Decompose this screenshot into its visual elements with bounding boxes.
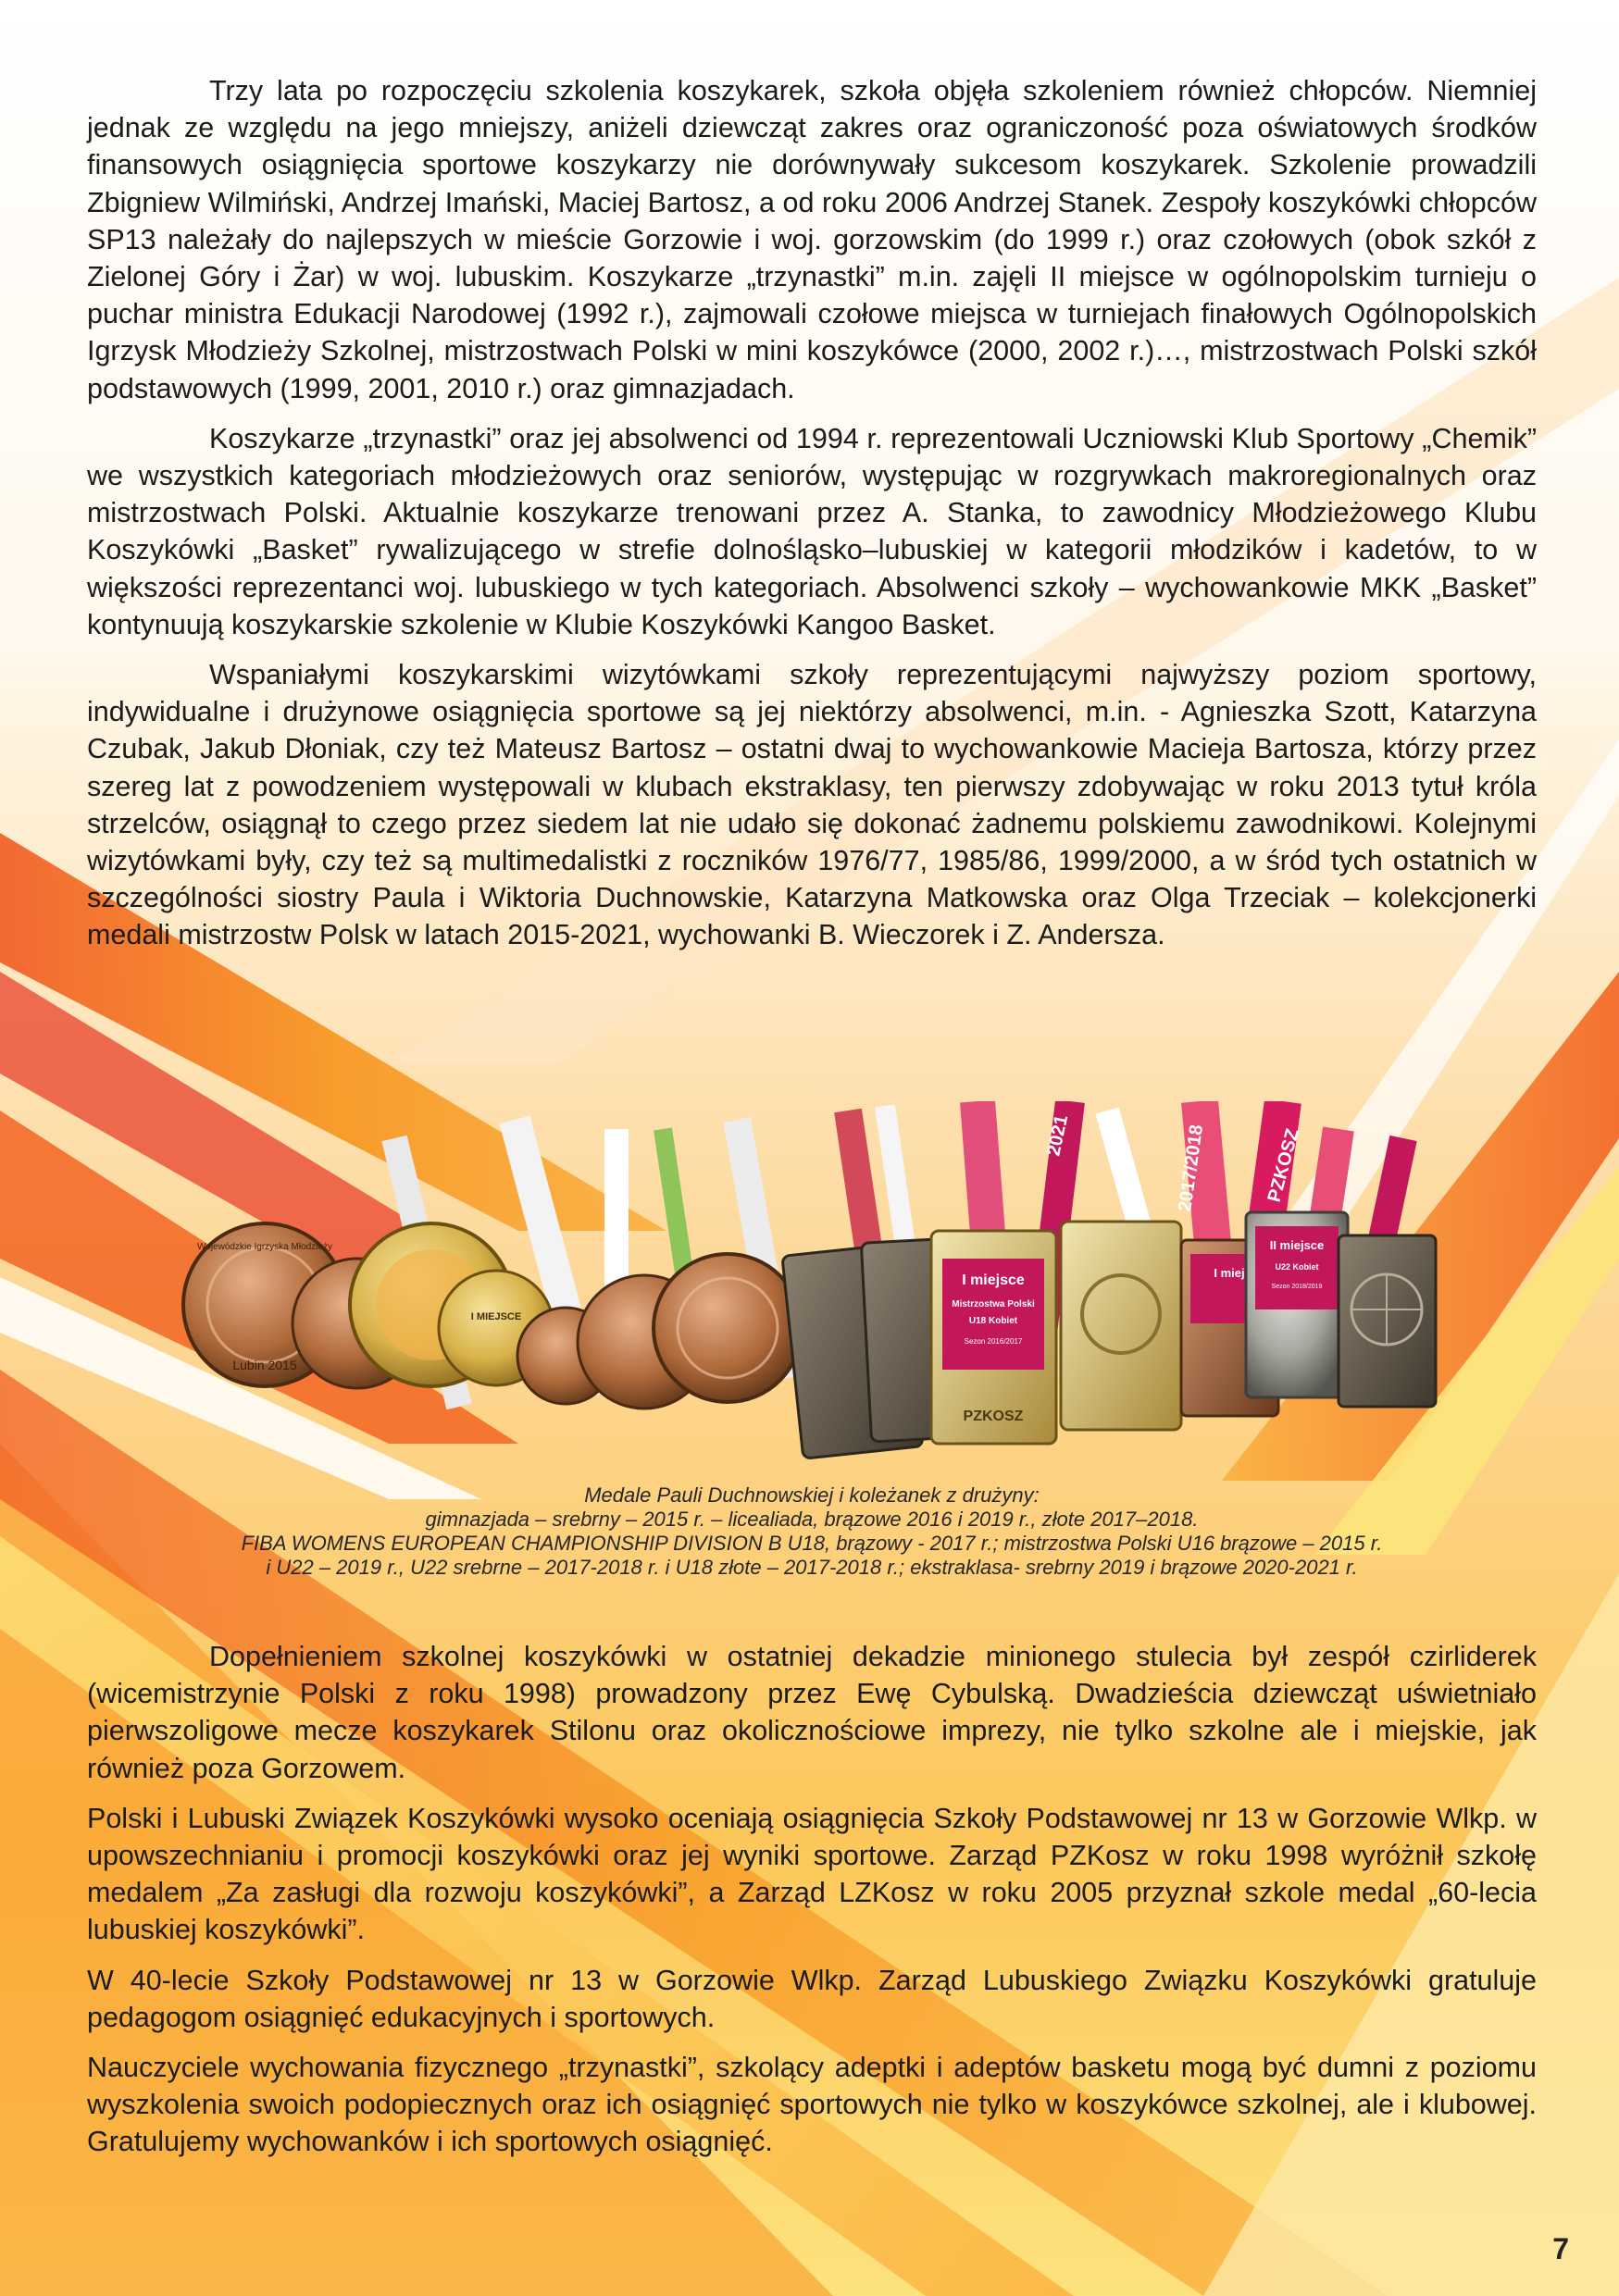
rectangular-medals (782, 1212, 1436, 1458)
photo-caption (87, 1483, 1537, 1580)
medal-text-category: U18 Kobiet (968, 1316, 1018, 1326)
caption-line-2: gimnazjada – srebrny – 2015 r. – licealiada, brązowe 2016 i 2019 r., złote 2017–2018. (425, 1508, 1199, 1531)
bottom-text-block (87, 1638, 1537, 2174)
medal-text-championship: Mistrzostwa Polski (952, 1299, 1035, 1309)
paragraph-teachers: Nauczyciele wychowania fizycznego „trzynastki”, szkolący adeptki i adeptów basketu mogą być dumni z poziomu wyszkolenia swoich podopiecznych oraz ich osiągnięć sportowych nie tylko w koszykówce szkolnej, ale i klubowej. Gratulujemy wychowanków i ich sportowych osiągnięć. (87, 2052, 1537, 2158)
medal-text-season-2: Sezon 2018/2019 (1271, 1284, 1323, 1290)
top-text-block (87, 72, 1537, 967)
round-medals (183, 1223, 802, 1409)
ribbon-text-season: 2017/2018 (1175, 1123, 1208, 1213)
paragraph-notable-alumni: Wspaniałymi koszykarskimi wizytówkami szkoły reprezentującymi najwyższy poziom sportowy, indywidualne i drużynowe osiągnięcia sportowe są jej niektórzy absolwenci, m.in. - Agnieszka Szott, Katarzyna Czubak, Jakub Dłoniak, czy też Mateusz Bartosz – ostatni dwaj to wychowankowie Macieja Bartosza, którzy przez szereg lat z powodzeniem występowali w klubach ekstraklasy, ten pierwszy zdobywając w roku 2013 tytuł króla strzelców, osiągnął to czego przez siedem lat nie udało się dokonać żadnemu polskiemu zawodnikowi. Kolejnymi wizytówkami były, czy też są multimedalistki z roczników 1976/77, 1985/86, 1999/2000, a w śród tych ostatnich w szczególności siostry Paula i Wiktoria Duchnowskie, Katarzyna Matkowska oraz Olga Trzeciak – kolekcjonerki medali mistrzostw Polsk w latach 2015-2021, wychowanki B. Wieczorek i Z. Andersza. (87, 659, 1537, 951)
medal-text-season: Sezon 2016/2017 (964, 1337, 1023, 1346)
caption-line-4: i U22 – 2019 r., U22 srebrne – 2017-2018 r. i U18 złote – 2017-2018 r.; ekstraklasa- srebrny 2019 i brązowe 2020-2021 r. (266, 1556, 1358, 1579)
medal-text-igrzyska: Wojewódzkie Igrzyska Młodzieży (197, 1242, 332, 1252)
page-number: 7 (1552, 2232, 1569, 2265)
medal-text-first-place: I miejsce (962, 1272, 1025, 1288)
caption-line-1: Medale Pauli Duchnowskiej i koleżanek z drużyny: (584, 1483, 1040, 1507)
medal-text-lubin: Lubin 2015 (232, 1358, 297, 1372)
medal-text-first-place-2: I miej (1214, 1266, 1245, 1280)
paragraph-chemik-club: Koszykarze „trzynastki” oraz jej absolwenci od 1994 r. reprezentowali Uczniowski Klub Sportowy „Chemik” we wszystkich kategoriach młodzieżowych oraz seniorów, występując w rozgrywkach makroregionalnych oraz mistrzostwach Polski. Aktualnie koszykarze trenowani przez A. Stanka, to zawodnicy Młodzieżowego Klubu Koszykówki „Basket” rywalizującego w strefie dolnośląsko–lubuskiej w kategorii młodzików i kadetów, to w większości reprezentanci woj. lubuskiego w tych kategoriach. Absolwenci szkoły – wychowankowie MKK „Basket” kontynuują koszykarskie szkolenie w Klubie Koszykówki Kangoo Basket. (87, 422, 1537, 640)
ribbon-text-2021: 2021 (1043, 1112, 1073, 1159)
caption-line-3: FIBA WOMENS EUROPEAN CHAMPIONSHIP DIVISION B U18, brązowy - 2017 r.; mistrzostwa Polski U16 brązowe – 2015 r. (241, 1532, 1383, 1555)
medal-text-second-place: II miejsce (1269, 1238, 1325, 1252)
medal-text-u22: U22 Kobiet (1275, 1262, 1319, 1272)
paragraph-cheerleaders: Dopełnieniem szkolnej koszykówki w ostatniej dekadzie minionego stulecia był zespół czirliderek (wicemistrzynie Polski z roku 1998) prowadzony przez Ewę Cybulską. Dwadzieścia dziewcząt uświetniało pierwszoligowe mecze koszykarek Stilonu oraz okolicznościowe imprezy, nie tylko szkolne ale i miejskie, jak również poza Gorzowem. (87, 1641, 1537, 1784)
paragraph-association-awards: Polski i Lubuski Związek Koszykówki wysoko oceniają osiągnięcia Szkoły Podstawowej nr 13 w Gorzowie Wlkp. w upowszechnianiu i promocji koszykówki oraz jej wyniki sportowe. Zarząd PZKosz w roku 1998 wyróżnił szkołę medalem „Za zasługi dla rozwoju koszykówki”, a Zarząd LZKosz w roku 2005 przyznał szkole medal „60-lecia lubuskiej koszykówki”. (87, 1802, 1537, 1946)
medals-photo (181, 1101, 1459, 1481)
paragraph-anniversary-congratulations: W 40-lecie Szkoły Podstawowej nr 13 w Gorzowie Wlkp. Zarząd Lubuskiego Związku Koszykówki gratuluje pedagogom osiągnięć edukacyjnych i sportowych. (87, 1964, 1537, 2033)
paragraph-boys-training: Trzy lata po rozpoczęciu szkolenia koszykarek, szkoła objęła szkoleniem również chłopców. Niemniej jednak ze względu na jego mniejszy, aniżeli dziewcząt zakres oraz ograniczoność poza oświatowych środków finansowych osiągnięcia sportowe koszykarzy nie dorównywały sukcesom koszykarek. Szkolenie prowadzili Zbigniew Wilmiński, Andrzej Imański, Maciej Bartosz, a od roku 2006 Andrzej Stanek. Zespoły koszykówki chłopców SP13 należały do najlepszych w mieście Gorzowie i woj. gorzowskim (do 1999 r.) oraz czołowych (obok szkół z Zielonej Góry i Żar) w woj. lubuskim. Koszykarze „trzynastki” m.in. zajęli II miejsce w ogólnopolskim turnieju o puchar ministra Edukacji Narodowej (1992 r.), zajmowali czołowe miejsca w turniejach finałowych Ogólnopolskich Igrzysk Młodzieży Szkolnej, mistrzostwach Polski w mini koszykówce (2000, 2002 r.)…, mistrzostwach Polski szkół podstawowych (1999, 2001, 2010 r.) oraz gimnazjadach. (87, 75, 1537, 404)
medal-text-small-gold: I MIEJSCE (470, 1311, 522, 1322)
medal-text-brand: PZKOSZ (963, 1409, 1024, 1424)
ribbon-text-pzkosz: PZKOSZ (1264, 1126, 1303, 1205)
